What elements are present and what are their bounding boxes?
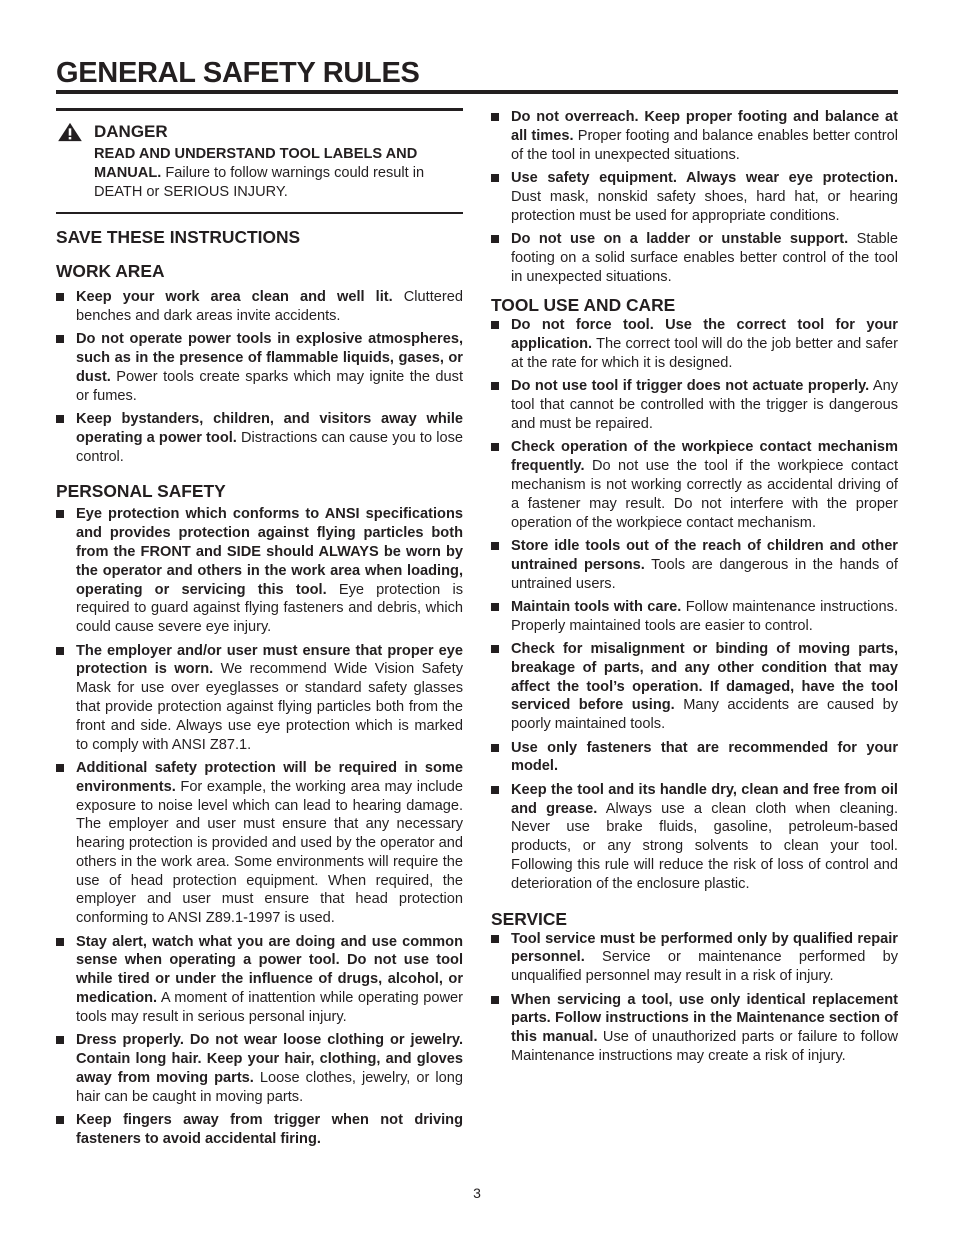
rule-bold-text: Do not use on a ladder or unstable support. <box>511 230 849 247</box>
list-item <box>56 410 463 466</box>
list-item <box>491 316 898 372</box>
danger-box <box>56 108 463 214</box>
tool-use-list <box>491 316 898 893</box>
rule-text: Many accidents are caused by poorly maintained tools. <box>511 697 898 733</box>
save-instructions-heading: SAVE THESE INSTRUCTIONS <box>56 227 301 247</box>
rule-bold-text: Use safety equipment. Always wear eye protection. <box>511 169 898 186</box>
list-item <box>56 642 463 755</box>
danger-bold-text: READ AND UNDERSTAND TOOL LABELS AND MANUAL. <box>94 146 418 181</box>
rule-text: Eye protection is required to guard against flying fasteners and debris, which could cause severe eye injury. <box>76 581 463 636</box>
list-item <box>491 930 898 986</box>
rule-bold-text: Keep fingers away from trigger when not driving fasteners to avoid accidental firing. <box>76 1112 463 1147</box>
list-item <box>56 933 463 1027</box>
rule-bold-text: Dress properly. Do not wear loose clothing or jewelry. Contain long hair. Keep your hair, clothing, and gloves away from moving parts. <box>76 1032 463 1086</box>
personal-safety-list <box>56 505 463 1148</box>
rule-bold-text: Maintain tools with care. <box>511 598 682 615</box>
rule-bold-text: Stay alert, watch what you are doing and use common sense when operating a power tool. Do not use tool while tired or under the influence of drugs, alcohol, or medication. <box>76 933 463 1007</box>
work-area-list <box>56 288 463 466</box>
rule-bold-text: Tool service must be performed only by qualified repair personnel. <box>511 930 898 966</box>
rule-bold-text: When servicing a tool, use only identical replacement parts. Follow instructions in the Maintenance section of this manual. <box>511 991 898 1046</box>
rule-text: Follow maintenance instructions. Properly maintained tools are easier to control. <box>511 598 898 634</box>
personal-safety-heading: PERSONAL SAFETY <box>56 481 226 502</box>
list-item <box>491 230 898 286</box>
rule-bold-text: Check for misalignment or binding of moving parts, breakage of parts, and any other condition that may affect the tool’s operation. If damaged, have the tool serviced before using. <box>511 641 898 714</box>
list-item <box>56 759 463 928</box>
list-item <box>491 640 898 734</box>
rule-text: We recommend Wide Vision Safety Mask for use over eyeglasses or standard safety glasses that provide protection against flying particles both from the front and side. Always use eye protection which is marked to comply with ANSI Z87.1. <box>76 661 463 753</box>
rule-bold-text: Eye protection which conforms to ANSI specifications and provides protection against flying particles both from the FRONT and SIDE should ALWAYS be worn by the operator and others in the work area when loading, operating or servicing this tool. <box>76 506 463 598</box>
danger-label: DANGER <box>94 122 168 141</box>
rule-text: Power tools create sparks which may ignite the dust or fumes. <box>76 368 463 404</box>
list-item <box>491 991 898 1066</box>
title-rule <box>56 90 898 94</box>
rule-bold-text: Keep your work area clean and well lit. <box>76 289 393 305</box>
general-rules-list <box>491 108 898 286</box>
rule-bold-text: The employer and/or user must ensure that proper eye protection is worn. <box>76 642 463 678</box>
list-item <box>491 739 898 777</box>
rule-text: Service or maintenance performed by unqualified personnel may result in a risk of injury. <box>511 949 898 985</box>
service-heading: SERVICE <box>491 908 568 929</box>
rule-bold-text: Use only fasteners that are recommended for your model. <box>511 739 898 775</box>
rule-text: Loose clothes, jewelry, or long hair can be caught in moving parts. <box>76 1069 463 1105</box>
rule-text: Do not use the tool if the workpiece contact mechanism is not working correctly as accidental driving of a fastener may result. Do not interfere with the proper operation of the workpiece contact mechanism. <box>511 458 898 531</box>
service-list <box>491 930 898 1066</box>
rule-text: A moment of inattention while operating power tools may result in serious personal injury. <box>76 990 463 1025</box>
rule-bold-text: Store idle tools out of the reach of children and other untrained persons. <box>511 537 898 573</box>
list-item <box>491 438 898 532</box>
rule-bold-text: Check operation of the workpiece contact mechanism frequently. <box>511 439 898 475</box>
danger-body-text: Failure to follow warnings could result in DEATH or SERIOUS INJURY. <box>94 165 425 200</box>
page-number: 3 <box>473 1185 481 1201</box>
list-item <box>491 377 898 433</box>
rule-text: For example, the working area may include exposure to noise level which can lead to hearing damage. The employer and user must ensure that any necessary hearing protection is provided and used by the operator and others in the work area. Some environments will require the use of head protection equipment. When required, the employer and user must ensure that head protection conforming to ANSI Z89.1-1997 is used. <box>76 778 463 927</box>
page-title: GENERAL SAFETY RULES <box>56 57 420 89</box>
rule-bold-text: Do not operate power tools in explosive atmospheres, such as in the presence of flammable liquids, gases, or dust. <box>76 331 463 385</box>
rule-bold-text: Do not overreach. Keep proper footing and balance at all times. <box>511 109 898 144</box>
rule-text: Tools are dangerous in the hands of untrained users. <box>511 556 898 592</box>
rule-text: Proper footing and balance enables better control of the tool in unexpected situations. <box>511 127 898 163</box>
rule-bold-text: Do not use tool if trigger does not actuate properly. <box>511 378 870 395</box>
rule-text: Cluttered benches and dark areas invite accidents. <box>76 289 463 324</box>
left-column <box>56 108 463 1153</box>
rule-bold-text: Additional safety protection will be required in some environments. <box>76 759 463 795</box>
list-item <box>491 169 898 225</box>
list-item <box>56 1031 463 1106</box>
list-item <box>491 108 898 164</box>
list-item <box>491 781 898 894</box>
rule-text: Always use a clean cloth when cleaning. Never use brake fluids, gasoline, petroleum-based products, or any strong solvents to clean your tool. Following this rule will reduce the risk of loss of control and deterioration of the enclosure plastic. <box>511 800 898 892</box>
list-item <box>56 330 463 405</box>
right-column <box>491 108 898 1070</box>
list-item <box>491 537 898 593</box>
list-item <box>56 505 463 637</box>
rule-bold-text: Do not force tool. Use the correct tool for your application. <box>511 317 898 353</box>
rule-bold-text: Keep bystanders, children, and visitors away while operating a power tool. <box>76 410 463 446</box>
work-area-heading: WORK AREA <box>56 261 165 281</box>
danger-text <box>94 145 463 202</box>
warning-triangle-icon <box>56 122 84 142</box>
rule-text: Distractions can cause you to lose control. <box>76 429 463 465</box>
list-item <box>491 598 898 636</box>
tool-use-heading: TOOL USE AND CARE <box>491 295 676 316</box>
rule-text: Any tool that cannot be controlled with the trigger is dangerous and must be repaired. <box>511 378 898 432</box>
list-item <box>56 1111 463 1149</box>
danger-header <box>56 121 463 143</box>
list-item <box>56 288 463 326</box>
rule-text: Dust mask, nonskid safety shoes, hard hat, or hearing protection must be used for appropriate conditions. <box>511 188 898 224</box>
rule-bold-text: Keep the tool and its handle dry, clean and free from oil and grease. <box>511 781 898 817</box>
rule-text: Use of unauthorized parts or failure to follow Maintenance instructions may create a risk of injury. <box>511 1029 898 1064</box>
rule-text: Stable footing on a solid surface enables better control of the tool in unexpected situations. <box>511 230 899 285</box>
rule-text: The correct tool will do the job better and safer at the rate for which it is designed. <box>511 336 898 371</box>
